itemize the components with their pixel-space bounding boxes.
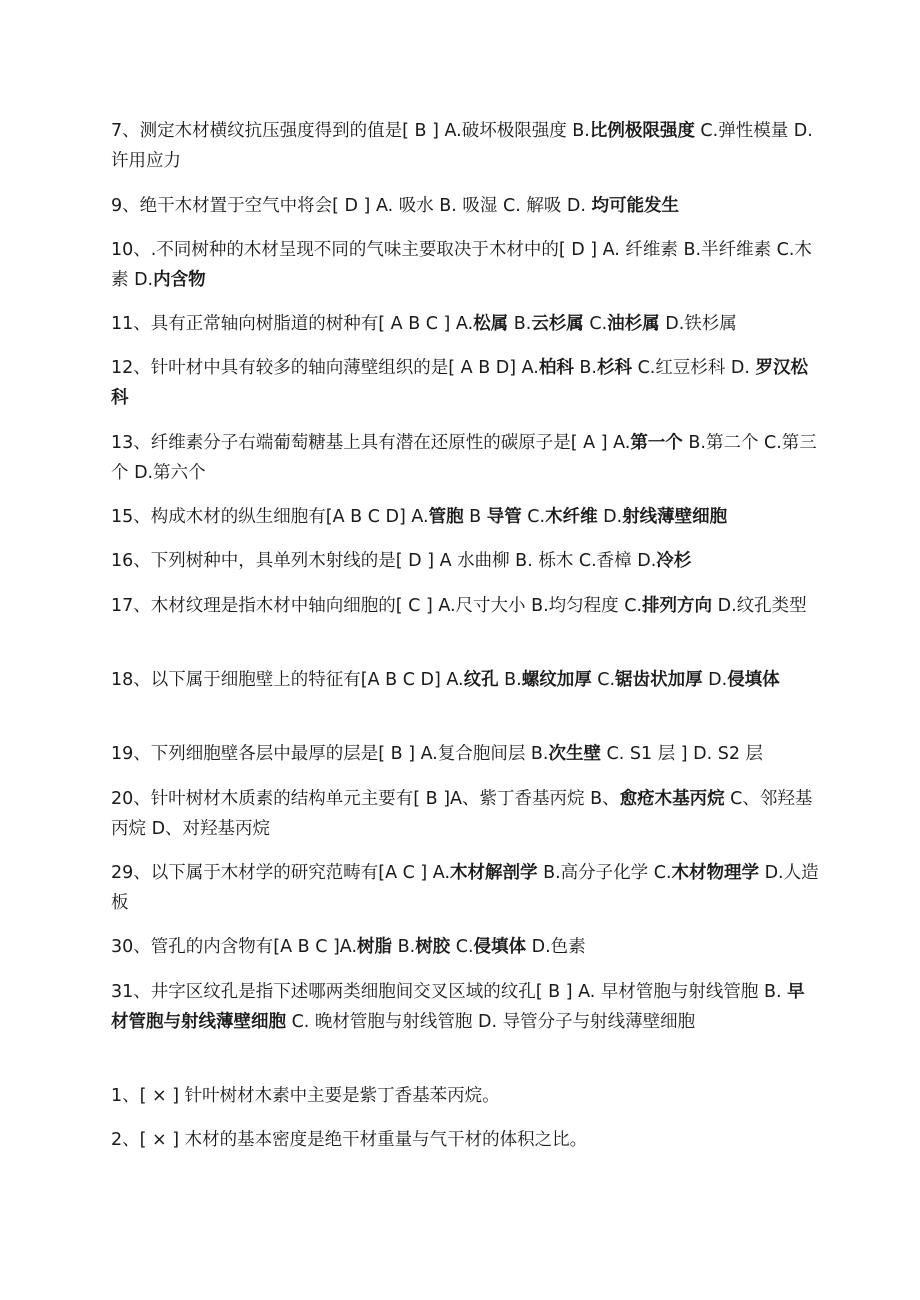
answer-text: 木材物理学: [671, 863, 760, 883]
question-text: C.: [583, 314, 608, 334]
question-text: 12、针叶材中具有较多的轴向薄壁组织的是[ A B D] A.: [111, 358, 539, 378]
answer-text: 螺纹加厚: [521, 670, 592, 690]
answer-text: 管胞: [428, 507, 464, 527]
question-19: [111, 739, 821, 769]
answer-text: 松属: [473, 314, 509, 334]
question-7: [111, 116, 821, 176]
question-text: 9、绝干木材置于空气中将会[ D ] A. 吸水 B. 吸湿 C. 解吸 D.: [111, 196, 592, 216]
answer-text: 锯齿状加厚: [615, 670, 703, 690]
question-text: D.: [597, 507, 623, 527]
true-false-2: [111, 1125, 821, 1155]
answer-text: 内含物: [153, 270, 206, 290]
question-text: C、邻羟基丙烷 D、对羟基丙烷: [111, 789, 813, 839]
question-29: [111, 858, 821, 918]
question-text: B.: [508, 314, 532, 334]
question-text: B.第二个 C.第三个 D.第六个: [111, 433, 817, 483]
answer-text: 柏科: [538, 358, 574, 378]
question-text: 18、以下属于细胞壁上的特征有[A B C D] A.: [111, 670, 464, 690]
question-17: [111, 591, 821, 621]
answer-text: 罗汉松科: [111, 358, 809, 408]
question-text: 29、以下属于木材学的研究范畴有[A C ] A.: [111, 863, 451, 883]
question-text: 15、构成木材的纵生细胞有[A B C D] A.: [111, 507, 429, 527]
question-31: [111, 977, 821, 1037]
answer-text: 比例极限强度: [589, 121, 695, 141]
question-text: D.色素: [526, 937, 586, 957]
question-text: B.高分子化学 C.: [537, 863, 672, 883]
question-text: 2、[ × ] 木材的基本密度是绝干材重量与气干材的体积之比。: [111, 1130, 588, 1150]
question-text: 7、测定木材横纹抗压强度得到的值是[ B ] A.破坏极限强度 B.: [111, 121, 590, 141]
answer-text: 云杉属: [531, 314, 584, 334]
true-false-1: [111, 1081, 821, 1111]
question-text: B.: [573, 358, 597, 378]
answer-text: 次生壁: [548, 744, 601, 764]
question-9: [111, 191, 821, 221]
question-text: D.纹孔类型: [712, 596, 807, 616]
question-text: C. S1 层 ] D. S2 层: [600, 744, 764, 764]
question-13: [111, 428, 821, 488]
answer-text: 树胶: [415, 937, 451, 957]
question-text: 11、具有正常轴向树脂道的树种有[ A B C ] A.: [111, 314, 474, 334]
answer-text: 木材解剖学: [450, 863, 538, 883]
question-text: 20、针叶树材木质素的结构单元主要有[ B ]A、紫丁香基丙烷 B、: [111, 789, 620, 809]
question-text: 19、下列细胞壁各层中最厚的层是[ B ] A.复合胞间层 B.: [111, 744, 549, 764]
answer-text: 冷杉: [656, 551, 692, 571]
question-text: D.: [702, 670, 728, 690]
question-text: B: [463, 507, 487, 527]
question-text: B.: [392, 937, 416, 957]
question-text: C.弹性模量 D.许用应力: [111, 121, 813, 171]
question-text: D.人造板: [111, 863, 819, 913]
question-text: B.: [498, 670, 522, 690]
answer-text: 侵填体: [727, 670, 780, 690]
answer-text: 木纤维: [545, 507, 598, 527]
question-12: [111, 353, 821, 413]
question-text: 31、井字区纹孔是指下述哪两类细胞间交叉区域的纹孔[ B ] A. 早材管胞与射线管胞 B.: [111, 982, 788, 1002]
answer-text: 纹孔: [463, 670, 499, 690]
question-text: C.: [591, 670, 616, 690]
answer-text: 导管: [486, 507, 522, 527]
question-10: [111, 235, 821, 295]
answer-text: 杉科: [597, 358, 632, 378]
question-20: [111, 784, 821, 844]
question-18: [111, 665, 821, 695]
question-16: [111, 546, 821, 576]
question-text: C.红豆杉科 D.: [632, 358, 756, 378]
question-text: C. 晚材管胞与射线管胞 D. 导管分子与射线薄壁细胞: [286, 1012, 696, 1032]
answer-text: 第一个: [630, 433, 683, 453]
question-30: [111, 932, 821, 962]
question-text: 30、管孔的内含物有[A B C ]A.: [111, 937, 358, 957]
answer-text: 树脂: [357, 937, 393, 957]
answer-text: 射线薄壁细胞: [622, 507, 728, 527]
question-text: C.: [521, 507, 546, 527]
answer-text: 侵填体: [473, 937, 527, 957]
question-15: [111, 502, 821, 532]
question-text: 16、下列树种中，具单列木射线的是[ D ] A 水曲柳 B. 栎木 C.香樟 D.: [111, 551, 657, 571]
answer-text: 愈疮木基丙烷: [619, 789, 725, 809]
question-11: [111, 309, 821, 339]
question-text: C.: [450, 937, 474, 957]
question-text: 17、木材纹理是指木材中轴向细胞的[ C ] A.尺寸大小 B.均匀程度 C.: [111, 596, 643, 616]
answer-text: 排列方向: [642, 596, 713, 616]
question-text: 13、纤维素分子右端葡萄糖基上具有潜在还原性的碳原子是[ A ] A.: [111, 433, 631, 453]
answer-text: 均可能发生: [591, 196, 680, 216]
question-text: D.铁杉属: [659, 314, 737, 334]
answer-text: 早材管胞与射线薄壁细胞: [111, 982, 805, 1032]
question-text: 1、[ × ] 针叶树材木素中主要是紫丁香基苯丙烷。: [111, 1086, 500, 1106]
question-text: 10、.不同树种的木材呈现不同的气味主要取决于木材中的[ D ] A. 纤维素 B.半纤维素 C.木素 D.: [111, 240, 812, 290]
answer-text: 油杉属: [607, 314, 660, 334]
